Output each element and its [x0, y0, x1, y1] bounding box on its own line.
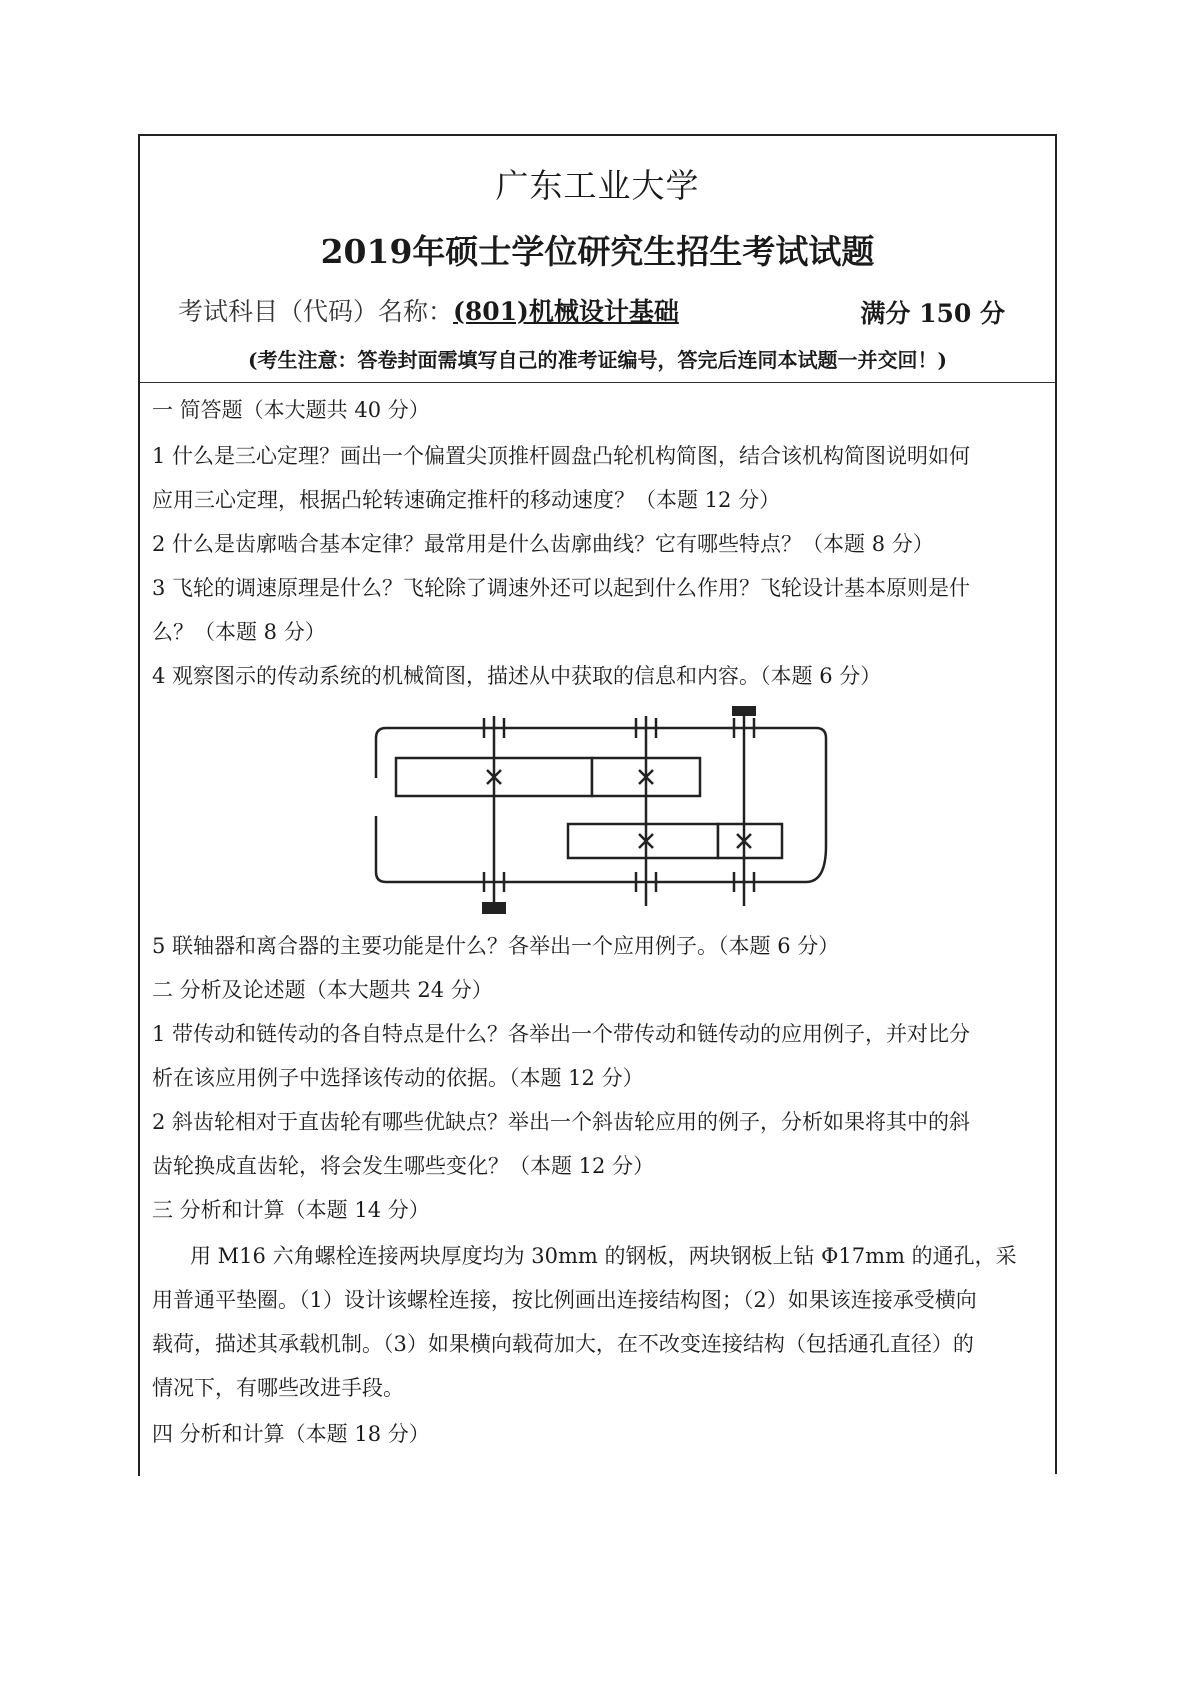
shaft-end-input [732, 706, 756, 716]
q1-line-1: 1 什么是三心定理？画出一个偏置尖顶推杆圆盘凸轮机构简图，结合该机构简图说明如何 [152, 444, 971, 468]
section-3-title: 三 分析和计算（本题 14 分） [152, 1198, 430, 1222]
full-score: 满分 150 分 [860, 299, 1005, 328]
s3-line-3: 载荷，描述其承载机制。（3）如果横向载荷加大，在不改变连接结构（包括通孔直径）的 [152, 1332, 974, 1356]
section-2-title: 二 分析及论述题（本大题共 24 分） [152, 978, 493, 1002]
q4-line: 4 观察图示的传动系统的机械简图，描述从中获取的信息和内容。（本题 6 分） [152, 664, 882, 688]
gear-3 [568, 824, 718, 858]
subject-label: 考试科目（代码）名称： [178, 297, 454, 326]
s3-line-4: 情况下，有哪些改进手段。 [152, 1376, 404, 1400]
section-4-title: 四 分析和计算（本题 18 分） [152, 1422, 430, 1446]
q3-line-1: 3 飞轮的调速原理是什么？飞轮除了调速外还可以起到什么作用？飞轮设计基本原则是什 [152, 576, 971, 600]
transmission-diagram [366, 706, 834, 920]
s2q1-line-1: 1 带传动和链传动的各自特点是什么？各举出一个带传动和链传动的应用例子，并对比分 [152, 1022, 971, 1046]
frame-edge [138, 1466, 140, 1476]
section-1-title: 一 简答题（本大题共 40 分） [152, 398, 430, 422]
subject-line [178, 292, 679, 328]
s2q1-line-2: 析在该应用例子中选择该传动的依据。（本题 12 分） [152, 1066, 644, 1090]
shaft-end-output [482, 902, 506, 914]
q5-line: 5 联轴器和离合器的主要功能是什么？各举出一个应用例子。（本题 6 分） [152, 934, 840, 958]
university-name: 广东工业大学 [495, 166, 700, 205]
s2q2-line-2: 齿轮换成直齿轮，将会发生哪些变化？（本题 12 分） [152, 1154, 655, 1178]
candidate-notice: (考生注意：答卷封面需填写自己的准考证编号，答完后连同本试题一并交回！) [248, 348, 947, 372]
subject-value: (801)机械设计基础 [453, 297, 679, 326]
q2-line: 2 什么是齿廓啮合基本定律？最常用是什么齿廓曲线？它有哪些特点？（本题 8 分） [152, 532, 934, 556]
q1-line-2: 应用三心定理，根据凸轮转速确定推杆的移动速度？（本题 12 分） [152, 488, 781, 512]
s3-line-1: 用 M16 六角螺栓连接两块厚度均为 30mm 的钢板，两块钢板上钻 Φ17mm 的通孔，采 [190, 1244, 1017, 1268]
s2q2-line-1: 2 斜齿轮相对于直齿轮有哪些优缺点？举出一个斜齿轮应用的例子，分析如果将其中的斜 [152, 1110, 971, 1134]
q3-line-2: 么？（本题 8 分） [152, 620, 326, 644]
gear-4 [718, 824, 782, 858]
exam-title: 2019年硕士学位研究生招生考试试题 [320, 232, 875, 271]
header-divider [140, 382, 1055, 383]
s3-line-2: 用普通平垫圈。（1）设计该螺栓连接，按比例画出连接结构图；（2）如果该连接承受横向 [152, 1288, 977, 1312]
